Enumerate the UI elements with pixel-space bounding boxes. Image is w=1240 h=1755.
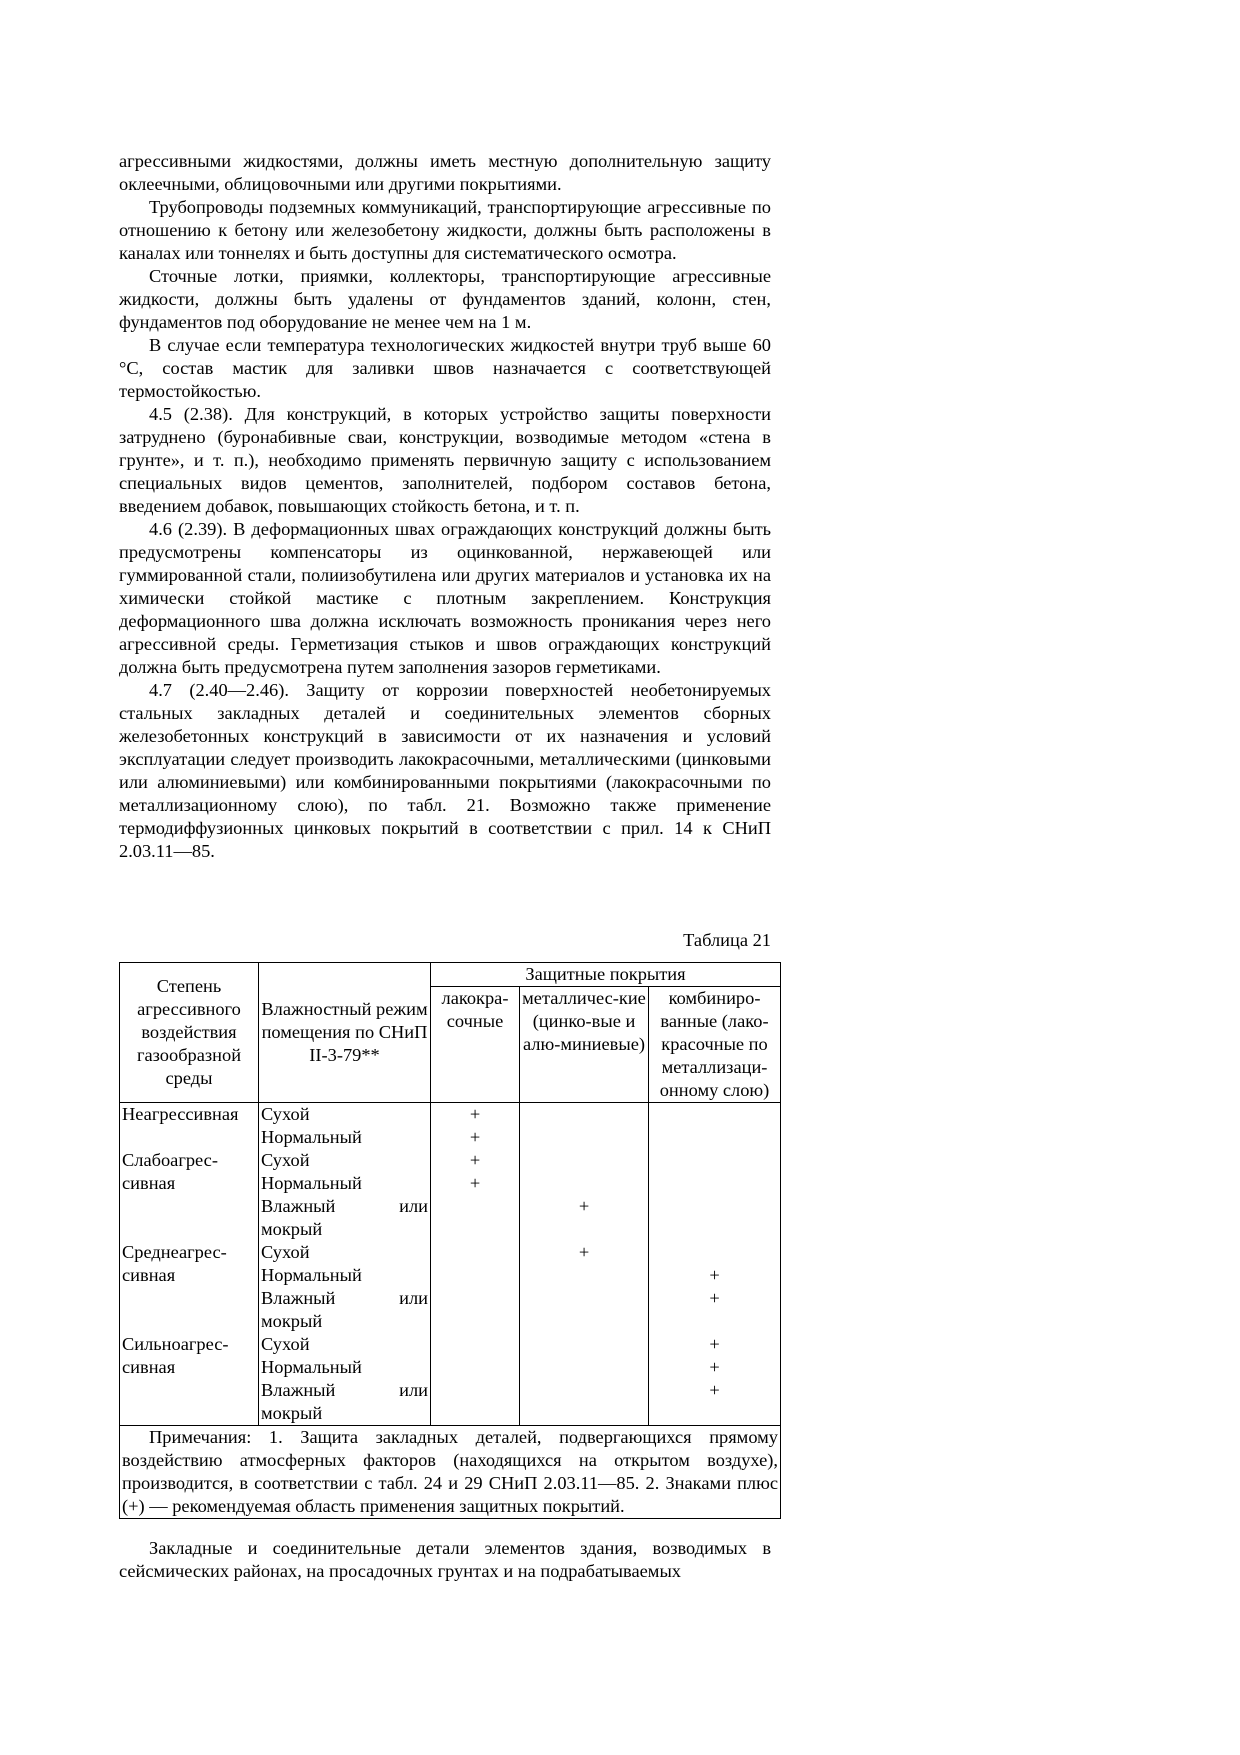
cell-moisture: Нормальный <box>259 1264 431 1287</box>
cell-paint <box>431 1241 520 1264</box>
cell-paint <box>431 1356 520 1379</box>
moisture-word: Влажный <box>261 1288 336 1308</box>
paragraph: агрессивными жидкостями, должны иметь местную дополнительную защиту оклеечными, облицовочными или другими покрытиями. <box>119 151 771 194</box>
table-row <box>120 1356 781 1379</box>
moisture-word: Влажный <box>261 1196 336 1216</box>
cell-metal <box>520 1333 649 1356</box>
table-row <box>120 1333 781 1356</box>
cell-degree: сивная <box>120 1172 259 1195</box>
paragraph-continuation: Закладные и соединительные детали элементов здания, возводимых в сейсмических районах, на просадочных грунтах и на подрабатываемых <box>119 1538 771 1581</box>
cell-metal <box>520 1149 649 1172</box>
cell-metal: + <box>520 1241 649 1264</box>
cell-metal <box>520 1172 649 1195</box>
cell-degree <box>120 1126 259 1149</box>
cell-degree <box>120 1287 259 1333</box>
coatings-table <box>119 962 781 1519</box>
cell-degree <box>120 1195 259 1241</box>
cell-paint: + <box>431 1172 520 1195</box>
table-body <box>120 1103 781 1426</box>
cell-paint <box>431 1264 520 1287</box>
table-row <box>120 1126 781 1149</box>
header-metal: металличес-кие (цинко-вые и алю-миниевые) <box>520 987 649 1103</box>
cell-paint <box>431 1333 520 1356</box>
cell-moisture <box>259 1195 431 1241</box>
table-row <box>120 1195 781 1241</box>
cell-degree: Слабоагрес- <box>120 1149 259 1172</box>
cell-moisture <box>259 1287 431 1333</box>
cell-metal <box>520 1126 649 1149</box>
cell-metal <box>520 1379 649 1426</box>
cell-degree: Сильноагрес- <box>120 1333 259 1356</box>
table-row <box>120 1379 781 1426</box>
moisture-word: или <box>399 1288 428 1308</box>
moisture-word: или <box>399 1196 428 1216</box>
cell-moisture: Нормальный <box>259 1356 431 1379</box>
cell-combined: + <box>649 1333 781 1356</box>
header-combined: комбиниро-ванные (лако-красочные по металлизаци-онному слою) <box>649 987 781 1103</box>
cell-moisture: Сухой <box>259 1333 431 1356</box>
cell-metal <box>520 1356 649 1379</box>
cell-moisture: Нормальный <box>259 1126 431 1149</box>
moisture-word: или <box>399 1380 428 1400</box>
cell-combined: + <box>649 1356 781 1379</box>
cell-degree: Среднеагрес- <box>120 1241 259 1264</box>
table-note: Примечания: 1. Защита закладных деталей, подвергающихся прямому воздействию атмосферных факторов (находящихся на открытом воздухе), производится, в соответствии с табл. 24 и 29 СНиП 2.03.11—85. 2. Знаками плюс (+) — рекомендуемая область применения защитных покрытий. <box>120 1426 781 1519</box>
paragraph-4-7: 4.7 (2.40—2.46). Защиту от коррозии поверхностей необетонируемых стальных закладных деталей и соединительных элементов сборных железобетонных конструкций в зависимости от их назначения и условий эксплуатации следует производить лакокрасочными, металлическими (цинковыми или алюминиевыми) или комбинированными покрытиями (лакокрасочными по металлизационному слою), по табл. 21. Возможно также применение термодиффузионных цинковых покрытий в соответствии с прил. 14 к СНиП 2.03.11—85. <box>119 680 771 861</box>
cell-moisture: Сухой <box>259 1149 431 1172</box>
table-row <box>120 1287 781 1333</box>
moisture-word: мокрый <box>261 1403 323 1423</box>
header-paint: лакокра-сочные <box>431 987 520 1103</box>
cell-paint <box>431 1195 520 1241</box>
paragraph: Сточные лотки, приямки, коллекторы, транспортирующие агрессивные жидкости, должны быть удалены от фундаментов зданий, колонн, стен, фундаментов под оборудование не менее чем на 1 м. <box>119 266 771 332</box>
table-row <box>120 1264 781 1287</box>
cell-combined <box>649 1126 781 1149</box>
cell-paint: + <box>431 1149 520 1172</box>
cell-paint <box>431 1379 520 1426</box>
cell-moisture: Нормальный <box>259 1172 431 1195</box>
table-caption: Таблица 21 <box>683 930 771 950</box>
cell-combined <box>649 1103 781 1127</box>
cell-combined <box>649 1241 781 1264</box>
cell-combined <box>649 1172 781 1195</box>
cell-metal: + <box>520 1195 649 1241</box>
moisture-word: Влажный <box>261 1380 336 1400</box>
cell-combined <box>649 1195 781 1241</box>
cell-metal <box>520 1264 649 1287</box>
cell-metal <box>520 1287 649 1333</box>
header-moisture: Влажностный режим помещения по СНиП II-3-79** <box>259 963 431 1103</box>
moisture-word: мокрый <box>261 1311 323 1331</box>
cell-paint: + <box>431 1126 520 1149</box>
cell-paint <box>431 1287 520 1333</box>
header-degree: Степень агрессивного воздействия газообразной среды <box>120 963 259 1103</box>
table-row <box>120 1172 781 1195</box>
cell-degree <box>120 1379 259 1426</box>
table-row <box>120 1103 781 1127</box>
cell-combined: + <box>649 1379 781 1426</box>
cell-moisture <box>259 1379 431 1426</box>
cell-degree: сивная <box>120 1264 259 1287</box>
paragraph-4-5: 4.5 (2.38). Для конструкций, в которых устройство защиты поверхности затруднено (буронабивные сваи, конструкции, возводимые методом «стена в грунте», и т. п.), необходимо применять первичную защиту с использованием специальных видов цементов, заполнителей, подбором составов бетона, введением добавок, повышающих стойкость бетона, и т. п. <box>119 404 771 516</box>
cell-moisture: Сухой <box>259 1241 431 1264</box>
cell-metal <box>520 1103 649 1127</box>
paragraph-4-6: 4.6 (2.39). В деформационных швах ограждающих конструкций должны быть предусмотрены компенсаторы из оцинкованной, нержавеющей или гуммированной стали, полиизобутилена или других материалов и установка их на химически стойкой мастике с плотным закреплением. Конструкция деформационного шва должна исключать возможность проникания через него агрессивной среды. Герметизация стыков и швов ограждающих конструкций должна быть предусмотрена путем заполнения зазоров герметиками. <box>119 519 771 677</box>
table-row <box>120 1241 781 1264</box>
cell-paint: + <box>431 1103 520 1127</box>
paragraph: В случае если температура технологических жидкостей внутри труб выше 60 °С, состав мастик для заливки швов назначается с соответствующей термостойкостью. <box>119 335 771 401</box>
document-page <box>119 150 779 1583</box>
paragraph: Трубопроводы подземных коммуникаций, транспортирующие агрессивные по отношению к бетону или железобетону жидкости, должны быть расположены в каналах или тоннелях и быть доступны для систематического осмотра. <box>119 197 771 263</box>
table-row <box>120 1149 781 1172</box>
cell-combined: + <box>649 1287 781 1333</box>
cell-combined <box>649 1149 781 1172</box>
cell-degree: сивная <box>120 1356 259 1379</box>
cell-moisture: Сухой <box>259 1103 431 1127</box>
header-coatings: Защитные покрытия <box>431 963 781 987</box>
cell-combined: + <box>649 1264 781 1287</box>
cell-degree: Неагрессивная <box>120 1103 259 1127</box>
moisture-word: мокрый <box>261 1219 323 1239</box>
